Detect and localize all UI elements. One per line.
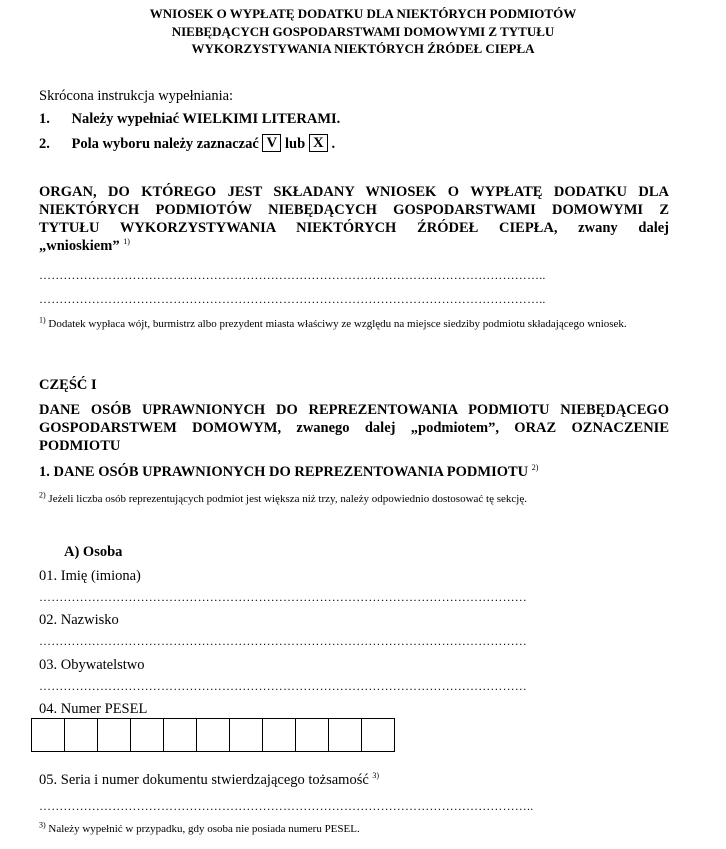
field-label: 03. Obywatelstwo [39,657,145,673]
part-heading: CZĘŚĆ I [39,377,97,393]
pesel-digit-cell[interactable] [98,719,131,751]
form-title [60,5,666,58]
footnote-marker: 2) [39,490,46,500]
person-heading: A) Osoba [64,544,123,560]
field-label: 04. Numer PESEL [39,701,148,717]
pesel-digit-cell[interactable] [362,719,395,751]
pesel-digit-cell[interactable] [197,719,230,751]
field-label [39,771,379,789]
organ-input-line-1[interactable]: …………………………………………………………………………………………………………….. [39,268,546,282]
footnote-ref: 2) [531,463,539,473]
organ-heading [39,183,669,255]
instruction-text: Należy wypełniać WIELKIMI LITERAMI. [71,111,341,127]
instruction-item-2 [39,135,335,153]
subsection-heading [39,463,538,481]
organ-heading-line: NIEKTÓRYCH PODMIOTÓW NIEBĘDĄCYCH GOSPODARSTWAMI DOMOWYMI Z [39,202,669,218]
footnote-1 [39,316,669,332]
last-name-field[interactable]: ………………………………………………………………………………………………………… [39,634,527,648]
footnote-3 [39,821,669,837]
pesel-digit-cell[interactable] [329,719,362,751]
instructions-heading: Skrócona instrukcja wypełniania: [39,88,234,104]
pesel-digit-cell[interactable] [164,719,197,751]
part-title-line: DANE OSÓB UPRAWNIONYCH DO REPREZENTOWANIA PODMIOTU NIEBĘDĄCEGO [39,402,669,418]
organ-heading-line: ORGAN, DO KTÓREGO JEST SKŁADANY WNIOSEK O WYPŁATĘ DODATKU DLA [39,184,669,200]
footnote-2 [39,491,669,507]
pesel-field[interactable] [31,718,395,752]
or-word: lub [285,136,306,152]
citizenship-field[interactable]: ………………………………………………………………………………………………………… [39,679,527,693]
instruction-item-1 [39,110,340,128]
form-title-line: NIEBĘDĄCYCH GOSPODARSTWAMI DOMOWYMI Z TYTUŁU [171,23,555,39]
instruction-number: 2. [39,136,50,152]
form-title-line: WNIOSEK O WYPŁATĘ DODATKU DLA NIEKTÓRYCH PODMIOTÓW [149,6,577,21]
pesel-digit-cell[interactable] [32,719,65,751]
organ-heading-end: „wnioskiem” [39,238,120,254]
checkbox-sample-x: X [309,134,328,152]
pesel-digit-cell[interactable] [65,719,98,751]
field-label: 02. Nazwisko [39,612,119,628]
instruction-number: 1. [39,111,50,127]
id-document-field[interactable]: ………………………………………………………………………………………………………….. [39,799,534,813]
form-title-line: WYKORZYSTYWANIA NIEKTÓRYCH ŹRÓDEŁ CIEPŁA [191,41,535,56]
organ-heading-line [39,237,669,255]
field-label: 01. Imię (imiona) [39,568,141,584]
pesel-digit-cell[interactable] [296,719,329,751]
pesel-digit-cell[interactable] [230,719,263,751]
footnote-marker: 3) [39,820,46,830]
footnote-ref: 1) [123,237,130,247]
footnote-marker: 1) [39,315,46,325]
field-label-text: 05. Seria i numer dokumentu stwierdzającego tożsamość [39,772,369,788]
instruction-text: Pola wyboru należy zaznaczać [71,136,259,152]
pesel-digit-cell[interactable] [263,719,296,751]
subsection-title: 1. DANE OSÓB UPRAWNIONYCH DO REPREZENTOWANIA PODMIOTU [39,464,529,480]
footnote-text: Dodatek wypłaca wójt, burmistrz albo prezydent miasta właściwy ze względu na miejsce siedziby podmiotu składającego wniosek. [48,318,627,330]
footnote-ref: 3) [372,771,380,781]
part-title-line: PODMIOTU [39,438,121,454]
organ-input-line-2[interactable]: …………………………………………………………………………………………………………….. [39,292,546,306]
checkbox-sample-v: V [262,134,281,152]
footnote-text: Należy wypełnić w przypadku, gdy osoba nie posiada numeru PESEL. [48,823,360,835]
organ-heading-line: TYTUŁU WYKORZYSTYWANIA NIEKTÓRYCH ŹRÓDEŁ CIEPŁA, zwany dalej [39,220,669,236]
part-title-line: GOSPODARSTWEM DOMOWYM, zwanego dalej „podmiotem”, ORAZ OZNACZENIE [39,420,669,436]
first-name-field[interactable]: ………………………………………………………………………………………………………… [39,590,527,604]
part-title [39,401,669,455]
footnote-text: Jeżeli liczba osób reprezentujących podmiot jest większa niż trzy, należy odpowiednio dostosować tę sekcję. [48,493,527,505]
pesel-digit-cell[interactable] [131,719,164,751]
instruction-end: . [331,136,336,152]
